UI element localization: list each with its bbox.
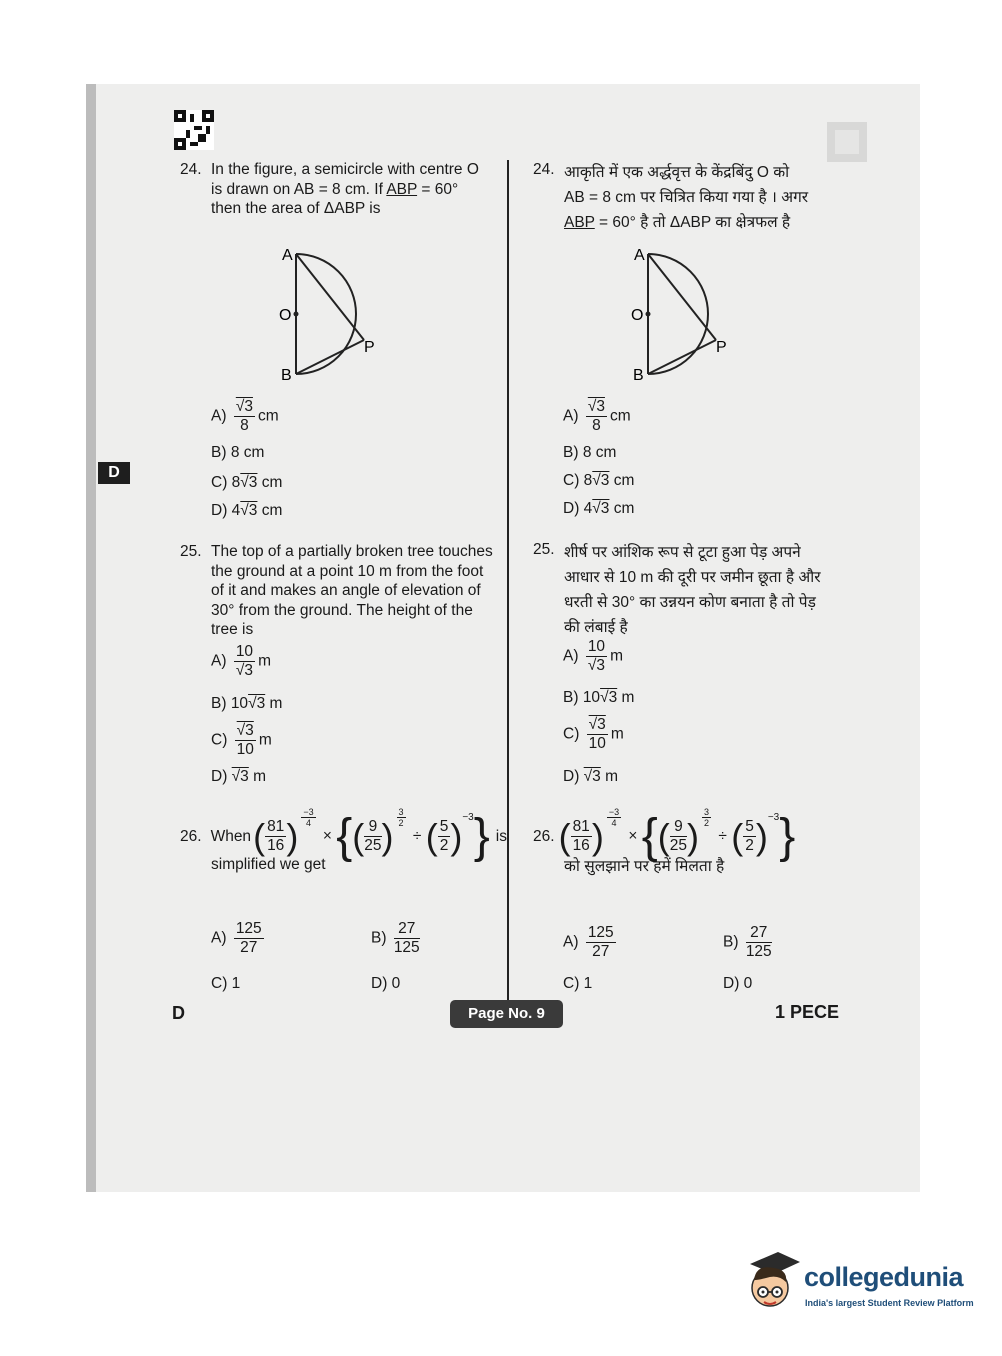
ghost-qr-code-icon bbox=[826, 122, 868, 162]
f2-den: 25 bbox=[669, 837, 688, 854]
f1-num: 81 bbox=[267, 818, 285, 835]
fraction bbox=[234, 398, 255, 435]
option-label: C) bbox=[211, 731, 228, 749]
q25-en-option-b[interactable] bbox=[211, 695, 282, 713]
option-value: 0 bbox=[391, 975, 401, 992]
brand-name: collegedunia bbox=[804, 1262, 964, 1292]
fraction bbox=[586, 924, 616, 961]
unit: m bbox=[258, 652, 271, 670]
option-label: D) bbox=[563, 768, 580, 785]
option-label: D) bbox=[563, 500, 580, 517]
fraction bbox=[394, 920, 420, 957]
denominator: 8 bbox=[240, 417, 249, 434]
q26-hi-text bbox=[533, 807, 833, 877]
denominator: 125 bbox=[745, 943, 772, 960]
q24-hi-option-c[interactable] bbox=[563, 472, 634, 490]
option-label: B) bbox=[371, 929, 387, 947]
root: √3 bbox=[583, 768, 601, 785]
q25-en-option-a[interactable] bbox=[211, 643, 271, 680]
unit: cm bbox=[257, 474, 283, 491]
root: √3 bbox=[231, 768, 249, 785]
q24-en-line-2a: is drawn on AB = 8 cm. If bbox=[211, 180, 387, 198]
option-label: A) bbox=[211, 652, 227, 670]
q24-en-line-1: In the figure, a semicircle with centre O bbox=[211, 161, 479, 178]
denominator: 125 bbox=[393, 939, 420, 956]
footer-set-code: D bbox=[172, 1003, 185, 1023]
unit: cm bbox=[609, 472, 635, 489]
q24-en-option-c[interactable] bbox=[211, 474, 282, 492]
unit: m bbox=[258, 731, 272, 749]
unit: cm bbox=[609, 500, 635, 517]
coef: 8 bbox=[583, 472, 593, 489]
q26-en-option-c[interactable] bbox=[211, 975, 240, 993]
option-label: C) bbox=[563, 975, 580, 992]
q25-hi-line-1: शीर्ष पर आंशिक रूप से टूटा हुआ पेड़ अपने bbox=[564, 544, 801, 561]
e1-num: −3 bbox=[303, 807, 314, 818]
f2-den: 25 bbox=[364, 837, 382, 854]
q26-en-option-b[interactable] bbox=[371, 920, 423, 957]
q26-en-option-d[interactable] bbox=[371, 975, 400, 993]
q24-hi-option-a[interactable] bbox=[563, 398, 631, 435]
divide-sign: ÷ bbox=[718, 827, 727, 845]
q24-hi-number: 24. bbox=[533, 161, 555, 178]
unit: m bbox=[610, 647, 623, 665]
label-p: P bbox=[364, 339, 375, 356]
page-number-badge: Page No. 9 bbox=[450, 1000, 563, 1028]
option-label: C) bbox=[211, 975, 228, 992]
fraction bbox=[587, 716, 608, 753]
option-label: D) bbox=[723, 975, 740, 992]
option-label: A) bbox=[211, 929, 227, 947]
option-label: D) bbox=[371, 975, 388, 992]
fraction bbox=[234, 920, 264, 957]
e2-num: 3 bbox=[398, 807, 404, 818]
option-label: C) bbox=[211, 474, 228, 491]
q25-en-option-c[interactable] bbox=[211, 722, 272, 759]
q25-en-line-2: the ground at a point 10 m from the foot bbox=[211, 562, 484, 580]
unit: m bbox=[610, 725, 624, 743]
e1-den: 4 bbox=[305, 818, 311, 829]
divide-sign: ÷ bbox=[412, 827, 422, 845]
q25-hi-option-a[interactable] bbox=[563, 638, 623, 675]
f3-den: 2 bbox=[745, 837, 754, 854]
q26-en-tail: simplified we get bbox=[211, 856, 326, 873]
q24-en-option-d[interactable] bbox=[211, 502, 282, 520]
q24-en-number: 24. bbox=[180, 161, 202, 178]
root: √3 bbox=[592, 472, 610, 489]
q26-en-option-a[interactable] bbox=[211, 920, 267, 957]
option-label: D) bbox=[211, 502, 228, 519]
q26-en-expression: ( $\frac{81}{16}$ ) $^{\frac{-3}{4}}$ × {( $\frac{9}{25}$ ) $^{\frac{3}{2}}$ ÷ ( $\frac{5}{2}$ )$^{-3}$} bbox=[253, 807, 490, 863]
option-value: 8 cm bbox=[582, 444, 617, 461]
side-set-marker: D bbox=[98, 462, 130, 484]
denominator: √3 bbox=[235, 662, 253, 679]
denominator: 8 bbox=[592, 417, 601, 434]
q24-hi-option-b[interactable] bbox=[563, 444, 616, 462]
denominator: 10 bbox=[588, 735, 606, 752]
option-label: C) bbox=[563, 725, 580, 743]
e1-num: −3 bbox=[608, 807, 620, 818]
f3-num: 5 bbox=[439, 818, 449, 835]
numerator: √3 bbox=[588, 716, 606, 733]
option-value: 1 bbox=[231, 975, 241, 992]
q24-hi-line-3 bbox=[564, 210, 833, 235]
q24-hi-text bbox=[533, 160, 833, 235]
q26-en-number: 26. bbox=[180, 827, 202, 845]
e3: −3 bbox=[462, 812, 474, 824]
numerator: √3 bbox=[587, 398, 605, 415]
option-label: A) bbox=[563, 933, 579, 951]
q25-hi-option-c[interactable] bbox=[563, 716, 624, 753]
footer-exam-code: 1 PECE bbox=[775, 1002, 840, 1022]
f1-den: 16 bbox=[572, 837, 590, 854]
fraction bbox=[235, 722, 256, 759]
q26-en-is: is bbox=[495, 827, 507, 845]
q25-hi-option-d[interactable] bbox=[563, 768, 618, 786]
denominator: √3 bbox=[587, 657, 605, 674]
unit: m bbox=[617, 689, 635, 706]
root: √3 bbox=[592, 500, 610, 517]
numerator: 125 bbox=[587, 924, 614, 941]
unit: cm bbox=[257, 502, 283, 519]
option-label: B) bbox=[211, 695, 227, 712]
option-label: B) bbox=[563, 689, 579, 706]
root: √3 bbox=[240, 474, 258, 491]
option-label: A) bbox=[563, 647, 579, 665]
coef: 10 bbox=[582, 689, 601, 706]
q24-en-semicircle-figure bbox=[270, 240, 390, 385]
numerator: 27 bbox=[746, 924, 772, 943]
q24-hi-angle: ABP bbox=[564, 214, 595, 231]
q24-en-option-a[interactable] bbox=[211, 398, 279, 435]
fraction bbox=[586, 398, 607, 435]
fraction bbox=[234, 643, 255, 680]
e2-den: 2 bbox=[704, 818, 710, 829]
numerator: 10 bbox=[587, 638, 606, 655]
q25-hi-number: 25. bbox=[533, 541, 555, 558]
unit: m bbox=[248, 768, 267, 785]
q24-hi-option-d[interactable] bbox=[563, 500, 634, 518]
f3-den: 2 bbox=[439, 837, 449, 854]
q25-hi-option-b[interactable] bbox=[563, 689, 634, 707]
e2-den: 2 bbox=[398, 818, 404, 829]
q25-hi-line-2: आधार से 10 m की दूरी पर जमीन छूता है और bbox=[564, 569, 821, 586]
q24-hi-line-3b: = 60° है तो ΔABP का क्षेत्रफल है bbox=[594, 214, 791, 231]
q25-en-line-5: tree is bbox=[211, 621, 254, 638]
q25-en-number: 25. bbox=[180, 543, 202, 560]
option-label: B) bbox=[723, 933, 739, 951]
q24-en-line-3: then the area of ΔABP is bbox=[211, 200, 381, 217]
coef: 10 bbox=[230, 695, 249, 712]
unit: cm bbox=[257, 407, 279, 425]
q24-hi-line-1: आकृति में एक अर्द्धवृत्त के केंद्रबिंदु O को bbox=[564, 164, 790, 181]
option-value: 0 bbox=[743, 975, 753, 992]
q25-en-option-d[interactable] bbox=[211, 768, 266, 786]
q24-en-angle: ABP bbox=[386, 180, 418, 198]
root: √3 bbox=[600, 689, 618, 706]
label-b: B bbox=[281, 367, 292, 384]
f3-num: 5 bbox=[745, 818, 754, 835]
e1-den: 4 bbox=[611, 818, 617, 829]
q26-hi-option-b[interactable] bbox=[723, 924, 775, 961]
option-label: A) bbox=[563, 407, 579, 425]
numerator: 27 bbox=[394, 920, 420, 939]
q26-hi-option-d[interactable] bbox=[723, 975, 752, 993]
collegedunia-mascot-icon bbox=[744, 1250, 802, 1316]
label-a: A bbox=[282, 247, 293, 264]
q24-hi-line-2: AB = 8 cm पर चित्रित किया गया है । अगर bbox=[564, 189, 809, 206]
q26-en-when: When bbox=[210, 827, 252, 845]
fraction bbox=[746, 924, 772, 961]
option-value: 1 bbox=[583, 975, 593, 992]
coef: 4 bbox=[231, 502, 241, 519]
option-label: B) bbox=[211, 444, 227, 461]
q26-hi-tail: को सुलझाने पर हमें मिलता है bbox=[564, 858, 725, 875]
q24-hi-semicircle-figure bbox=[622, 240, 742, 385]
unit: m bbox=[600, 768, 619, 785]
q25-hi-line-3: धरती से 30° का उन्नयन कोण बनाता है तो पेड़ bbox=[564, 594, 816, 611]
option-value: 8 cm bbox=[230, 444, 265, 461]
label-b: B bbox=[633, 367, 644, 384]
column-divider bbox=[507, 160, 509, 1000]
q25-en-line-1: The top of a partially broken tree touches bbox=[211, 543, 493, 560]
q26-hi-option-c[interactable] bbox=[563, 975, 592, 993]
f2-num: 9 bbox=[670, 818, 687, 837]
f1-den: 16 bbox=[267, 837, 285, 854]
q25-en-text bbox=[180, 542, 500, 640]
unit: cm bbox=[609, 407, 631, 425]
q25-en-line-3: of it and makes an angle of elevation of bbox=[211, 582, 481, 599]
denominator: 27 bbox=[592, 943, 610, 960]
unit: m bbox=[265, 695, 283, 712]
q24-en-option-b[interactable] bbox=[211, 444, 264, 462]
brand-tagline: India's largest Student Review Platform bbox=[805, 1298, 974, 1308]
e2-num: 3 bbox=[704, 807, 710, 818]
label-o: O bbox=[279, 307, 292, 324]
denominator: 27 bbox=[240, 939, 258, 956]
times-sign: × bbox=[628, 827, 638, 845]
numerator: √3 bbox=[235, 398, 253, 415]
denominator: 10 bbox=[236, 741, 254, 758]
option-label: D) bbox=[211, 768, 228, 785]
q25-hi-line-4: की लंबाई है bbox=[564, 619, 628, 636]
q24-en-line-2 bbox=[211, 180, 500, 200]
q26-en-text bbox=[180, 807, 507, 875]
q26-hi-number: 26. bbox=[533, 827, 555, 845]
label-o: O bbox=[631, 307, 644, 324]
e3: −3 bbox=[767, 812, 780, 824]
option-label: C) bbox=[563, 472, 580, 489]
q24-en-line-2b: = 60° bbox=[417, 180, 459, 198]
option-label: B) bbox=[563, 444, 579, 461]
numerator: 125 bbox=[235, 920, 262, 937]
q24-en-text bbox=[180, 160, 500, 219]
q26-hi-expression: ( $\frac{81}{16}$ ) $^{\frac{-3}{4}}$ × {( $\frac{9}{25}$ ) $^{\frac{3}{2}}$ ÷ ( $\frac{5}{2}$ )$^{-3}$} bbox=[558, 807, 796, 863]
times-sign: × bbox=[322, 827, 332, 845]
f2-num: 9 bbox=[364, 818, 381, 837]
root: √3 bbox=[248, 695, 266, 712]
f1-num: 81 bbox=[572, 818, 590, 835]
coef: 4 bbox=[583, 500, 593, 517]
q25-en-line-4: 30° from the ground. The height of the bbox=[211, 601, 473, 619]
q25-hi-text bbox=[533, 540, 833, 640]
coef: 8 bbox=[231, 474, 241, 491]
label-p: P bbox=[716, 339, 727, 356]
root: √3 bbox=[240, 502, 258, 519]
qr-code-icon bbox=[174, 110, 214, 150]
fraction bbox=[586, 638, 607, 675]
numerator: 10 bbox=[235, 643, 254, 660]
option-label: A) bbox=[211, 407, 227, 425]
q26-hi-option-a[interactable] bbox=[563, 924, 619, 961]
numerator: √3 bbox=[236, 722, 254, 739]
label-a: A bbox=[634, 247, 645, 264]
